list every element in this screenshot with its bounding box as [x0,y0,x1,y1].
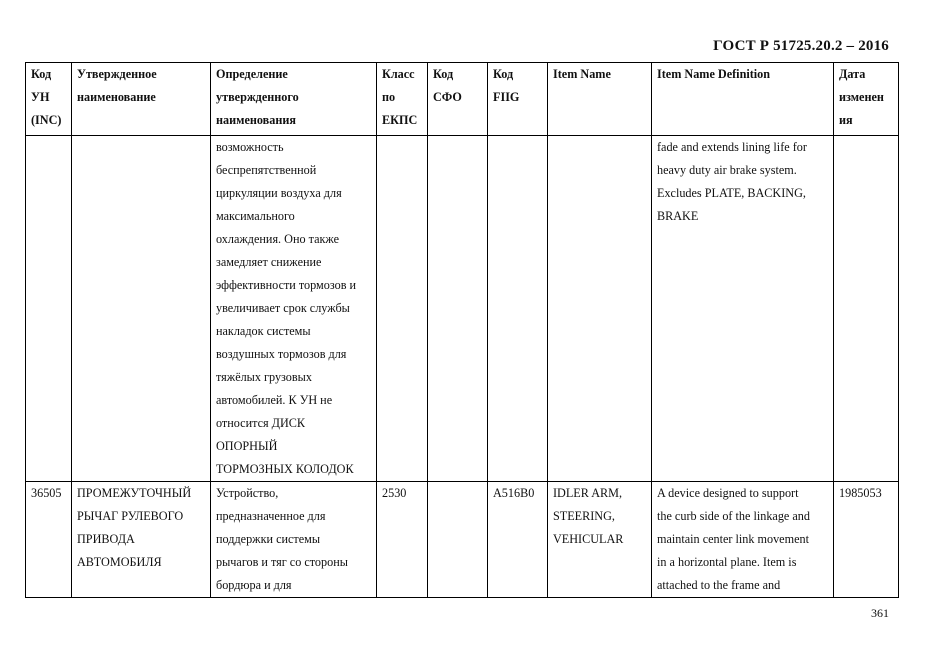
header-line: Утвержденное [77,67,157,81]
text-line: относится ДИСК [216,416,306,430]
header-line: ЕКПС [382,113,418,127]
cell-item-name [548,482,652,598]
header-line: Код [433,67,454,81]
cell-date: 1985053 [834,482,899,598]
column-header-fiig [488,63,548,136]
text-line: поддержки системы [216,532,321,546]
column-header-date [834,63,899,136]
column-header-inc [26,63,72,136]
header-line: Item Name Definition [657,67,771,81]
text-line: fade and extends lining life for [657,140,807,154]
text-line: рычагов и тяг со стороны [216,555,348,569]
header-line: Дата [839,67,866,81]
text-line: автомобилей. К УН не [216,393,333,407]
text-line: Устройство, [216,486,279,500]
document-header: ГОСТ Р 51725.20.2 – 2016 [713,38,889,54]
text-line: накладок системы [216,324,311,338]
column-header-class [377,63,428,136]
text-line: максимального [216,209,295,223]
header-line: наименования [216,113,296,127]
text-line: циркуляции воздуха для [216,186,342,200]
text-line: IDLER ARM, [553,486,623,500]
column-header-approved-name [72,63,211,136]
text-line: тяжёлых грузовых [216,370,312,384]
text-line: эффективности тормозов и [216,278,357,292]
text-line: in a horizontal plane. Item is [657,555,797,569]
cell-item-definition [652,136,834,482]
cell-class: 2530 [377,482,428,598]
header-line: Класс [382,67,415,81]
text-line: воздушных тормозов для [216,347,347,361]
text-line: ОПОРНЫЙ [216,439,278,453]
header-line: ия [839,113,853,127]
cell-fiig [488,136,548,482]
cell-approved-name [72,136,211,482]
cell-date [834,136,899,482]
cell-definition-ru [211,482,377,598]
header-line: СФО [433,90,462,104]
text-line: STEERING, [553,509,615,523]
text-line: the curb side of the linkage and [657,509,810,523]
text-line: РЫЧАГ РУЛЕВОГО [77,509,184,523]
table-header-row [26,63,899,136]
column-header-sfo [428,63,488,136]
text-line: maintain center link movement [657,532,809,546]
header-line: УН [31,90,50,104]
text-line: охлаждения. Оно также [216,232,340,246]
text-line: attached to the frame and [657,578,781,592]
column-header-item-name [548,63,652,136]
header-line: Item Name [553,67,611,81]
text-line: увеличивает срок службы [216,301,350,315]
page-number: 361 [871,606,889,620]
cell-inc: 36505 [26,482,72,598]
text-line: heavy duty air brake system. [657,163,797,177]
header-line: (INC) [31,113,62,127]
header-line: FIIG [493,90,520,104]
text-line: замедляет снижение [216,255,322,269]
header-line: наименование [77,90,156,104]
text-line: BRAKE [657,209,699,223]
cell-item-definition [652,482,834,598]
header-line: Определение [216,67,288,81]
table-row [26,136,899,482]
header-line: Код [31,67,52,81]
text-line: беспрепятственной [216,163,317,177]
header-line: утвержденного [216,90,299,104]
cell-inc [26,136,72,482]
text-line: возможность [216,140,284,154]
cell-sfo [428,136,488,482]
cell-fiig: A516B0 [488,482,548,598]
table-row [26,482,899,598]
header-line: по [382,90,396,104]
text-line: A device designed to support [657,486,799,500]
column-header-item-definition [652,63,834,136]
text-line: ПРИВОДА [77,532,135,546]
cell-sfo [428,482,488,598]
cell-item-name [548,136,652,482]
cell-approved-name [72,482,211,598]
cell-definition-ru [211,136,377,482]
text-line: АВТОМОБИЛЯ [77,555,162,569]
cell-class [377,136,428,482]
nomenclature-table [25,62,899,598]
text-line: ПРОМЕЖУТОЧНЫЙ [77,486,192,500]
text-line: ТОРМОЗНЫХ КОЛОДОК [216,462,354,476]
text-line: бордюра и для [216,578,292,592]
text-line: предназначенное для [216,509,326,523]
header-line: Код [493,67,514,81]
column-header-definition-ru [211,63,377,136]
header-line: изменен [839,90,884,104]
text-line: VEHICULAR [553,532,624,546]
text-line: Excludes PLATE, BACKING, [657,186,806,200]
